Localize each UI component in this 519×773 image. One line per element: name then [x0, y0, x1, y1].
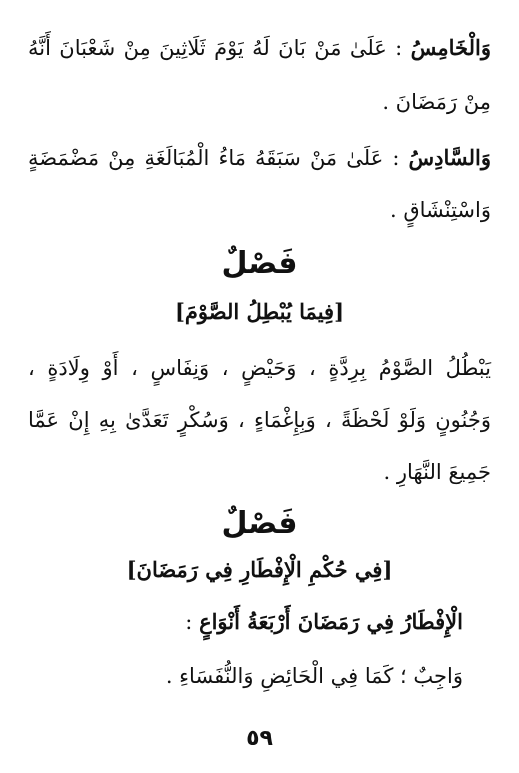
- item-label: وَالْخَامِسُ: [410, 35, 491, 60]
- colon: :: [185, 610, 193, 634]
- item-label: وَالسَّادِسُ: [408, 145, 491, 170]
- section-heading: [فِيمَا يُبْطِلُ الصَّوْمَ]: [174, 299, 344, 324]
- text-line: يَبْطُلُ الصَّوْمُ بِرِدَّةٍ ، وَحَيْضٍ ، وَنِفَاسٍ ، أَوْ وِلَادَةٍ ،: [28, 356, 491, 380]
- item-text: : عَلَىٰ مَنْ سَبَقَهُ مَاءُ الْمُبَالَغَةِ مِنْ مَضْمَضَةٍ: [28, 146, 400, 170]
- text-line: [28, 30, 491, 66]
- text-line: وَاجِبٌ ؛ كَمَا فِي الْحَائِضِ وَالنُّفَسَاءِ .: [165, 664, 463, 688]
- text-line: [28, 604, 463, 640]
- text-line: مِنْ رَمَضَانَ .: [382, 90, 491, 114]
- item-text: : عَلَىٰ مَنْ بَانَ لَهُ يَوْمَ ثَلَاثِينَ مِنْ شَعْبَانَ أَنَّهُ: [28, 36, 403, 60]
- text-line: وَاسْتِنْشَاقٍ .: [389, 198, 491, 222]
- section-heading: [فِي حُكْمِ الْإِفْطَارِ فِي رَمَضَانَ]: [126, 557, 393, 582]
- paragraph-lead: الْإِفْطَارُ فِي رَمَضَانَ أَرْبَعَةُ أَنْوَاعٍ: [199, 609, 463, 634]
- text-line: [28, 140, 491, 176]
- page-number: ٥٩: [246, 726, 273, 751]
- section-ornament-title: فَصْلٌ: [221, 246, 298, 281]
- section-ornament-title: فَصْلٌ: [221, 506, 298, 541]
- text-line: وَجُنُونٍ وَلَوْ لَحْظَةً ، وَبِإِغْمَاءٍ ، وَسُكْرٍ تَعَدَّىٰ بِهِ إِنْ عَمَّا: [28, 408, 491, 432]
- text-line: جَمِيعَ النَّهَارِ .: [383, 460, 491, 484]
